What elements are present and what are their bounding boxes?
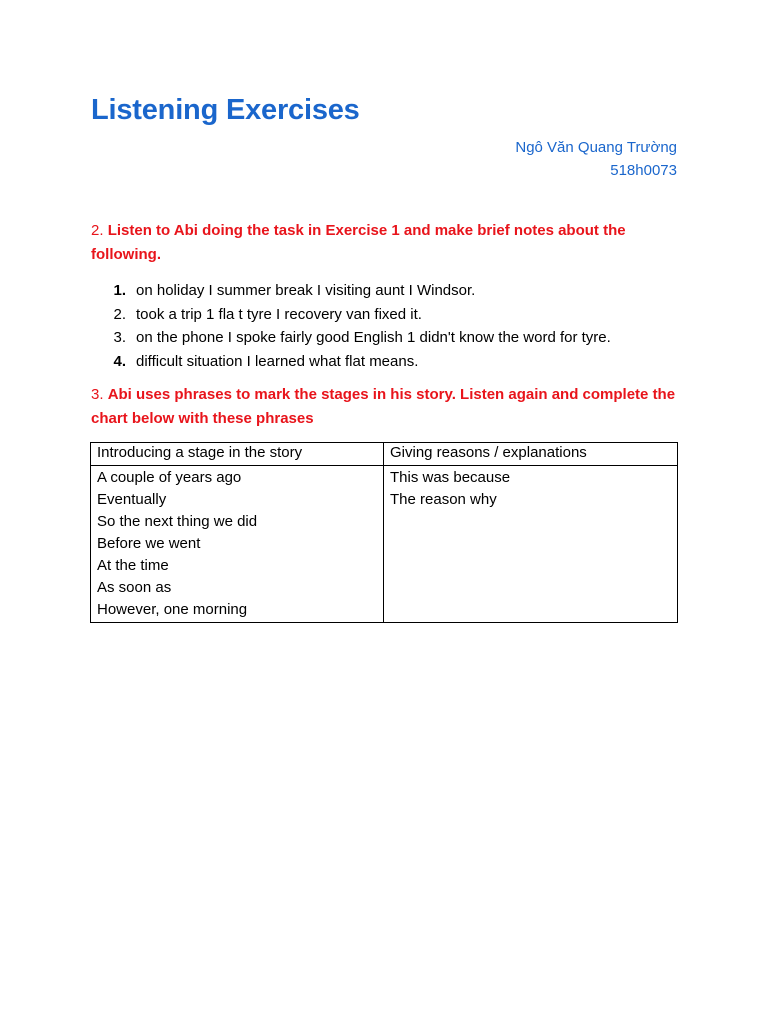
list-item: [91, 326, 681, 350]
question-2-number: 2.: [91, 222, 104, 239]
list-item: [91, 350, 681, 374]
table-header-row: [91, 443, 678, 466]
list-item-number: 4.: [113, 352, 126, 370]
reasons-phrases-cell: [384, 466, 678, 623]
column-header-introducing: Introducing a stage in the story: [91, 443, 384, 466]
phrase-item: However, one morning: [97, 601, 248, 618]
phrase-item: A couple of years ago: [97, 469, 242, 486]
list-item-text: on the phone I spoke fairly good English 1 didn't know the word for tyre.: [136, 329, 611, 346]
question-2: [91, 219, 681, 267]
author-name: Ngô Văn Quang Trường: [515, 139, 677, 156]
student-id: 518h0073: [610, 162, 677, 179]
list-item-number: 2.: [113, 305, 126, 323]
phrase-item: At the time: [97, 557, 169, 574]
phrase-item: So the next thing we did: [97, 513, 258, 530]
phrase-item: The reason why: [390, 491, 497, 508]
list-item-text: on holiday I summer break I visiting aunt I Windsor.: [136, 282, 476, 299]
author-block: [515, 136, 677, 182]
list-item: [91, 279, 681, 303]
introducing-phrases-cell: [91, 466, 384, 623]
phrase-item: Before we went: [97, 535, 201, 552]
question-3-text: Abi uses phrases to mark the stages in his story. Listen again and complete the chart below with these phrases: [91, 386, 676, 427]
phrase-item: As soon as: [97, 579, 172, 596]
phrase-item: Eventually: [97, 491, 167, 508]
phrases-table: [90, 442, 678, 623]
question-3-number: 3.: [91, 386, 104, 403]
list-item-text: difficult situation I learned what flat means.: [136, 352, 419, 370]
list-item: [91, 303, 681, 327]
page-title: Listening Exercises: [91, 94, 360, 126]
question-3: [91, 383, 681, 431]
column-header-reasons: Giving reasons / explanations: [384, 443, 678, 466]
table-row: [91, 466, 678, 623]
phrase-item: This was because: [390, 469, 511, 486]
list-item-number: 1.: [113, 282, 126, 299]
list-item-text: took a trip 1 fla t tyre I recovery van fixed it.: [136, 305, 422, 323]
list-item-number: 3.: [113, 329, 126, 346]
notes-list: [91, 279, 681, 373]
question-2-text: Listen to Abi doing the task in Exercise 1 and make brief notes about the following.: [91, 222, 626, 263]
